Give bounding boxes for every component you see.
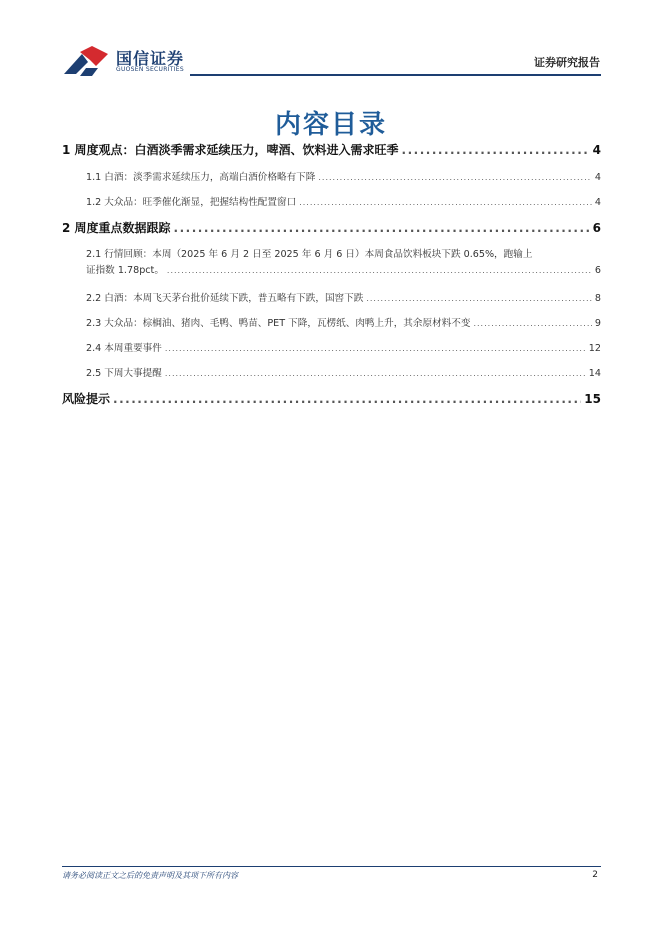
toc-entry-page: 6	[592, 221, 601, 235]
footer-disclaimer: 请务必阅读正文之后的免责声明及其项下所有内容	[62, 871, 238, 880]
toc-entry-page: 4	[594, 197, 601, 208]
toc-entry-label: 2.4 本周重要事件	[86, 343, 162, 354]
toc-entry-2-3[interactable]	[62, 315, 601, 329]
toc-title: 内容目录	[274, 110, 387, 140]
toc-leader-dots	[318, 173, 592, 182]
page-header	[0, 0, 662, 80]
toc-entry-2-5[interactable]	[62, 365, 601, 379]
table-of-contents	[62, 141, 601, 418]
toc-entry-label: 2.5 下周大事提醒	[86, 368, 162, 379]
toc-entry-1-1[interactable]	[62, 169, 601, 183]
toc-entry-page: 4	[592, 143, 601, 157]
toc-entry-1[interactable]	[62, 141, 601, 158]
page-number: 2	[592, 870, 598, 880]
toc-entry-page: 8	[594, 293, 601, 304]
toc-leader-dots	[402, 143, 590, 157]
toc-entry-page: 15	[584, 392, 601, 406]
toc-entry-label-line1: 2.1 行情回顾：本周（2025 年 6 月 2 日至 2025 年 6 月 6 日）本周食品饮料板块下跌 0.65%，跑输上	[86, 249, 533, 260]
toc-entry-risk[interactable]	[62, 390, 601, 407]
toc-entry-label-line2: 证指数 1.78pct。	[86, 265, 164, 276]
toc-entry-label: 风险提示	[62, 392, 111, 406]
toc-leader-dots	[165, 369, 586, 378]
toc-entry-page: 14	[588, 368, 601, 379]
toc-entry-page: 9	[594, 318, 601, 329]
toc-leader-dots	[473, 319, 591, 328]
toc-entry-1-2[interactable]	[62, 194, 601, 208]
toc-leader-dots	[113, 392, 581, 406]
toc-entry-label: 1.1 白酒：淡季需求延续压力，高端白酒价格略有下降	[86, 172, 316, 183]
toc-entry-2-2[interactable]	[62, 290, 601, 304]
logo-chinese-name: 国信证券	[116, 49, 185, 68]
toc-leader-dots	[174, 221, 590, 235]
logo-english-name: GUOSEN SECURITIES	[116, 66, 185, 73]
toc-entry-2-4[interactable]	[62, 340, 601, 354]
toc-entry-label: 2.2 白酒：本周飞天茅台批价延续下跌，普五略有下跌，国窖下跌	[86, 293, 364, 304]
report-type-label: 证券研究报告	[534, 56, 600, 69]
toc-entry-label: 2.3 大众品：棕榈油、猪肉、毛鸭、鸭苗、PET 下降，瓦楞纸、肉鸭上升，其余原材料不变	[86, 318, 471, 329]
header-divider	[190, 74, 601, 76]
toc-leader-dots	[366, 294, 592, 303]
toc-entry-page: 12	[588, 343, 601, 354]
toc-entry-page: 4	[594, 172, 601, 183]
toc-leader-dots	[165, 344, 586, 353]
toc-entry-2[interactable]	[62, 219, 601, 236]
toc-entry-page: 6	[594, 265, 601, 276]
footer-divider	[62, 866, 601, 867]
toc-entry-label: 1 周度观点：白酒淡季需求延续压力，啤酒、饮料进入需求旺季	[62, 143, 399, 157]
toc-entry-label: 2 周度重点数据跟踪	[62, 221, 171, 235]
toc-entry-label: 1.2 大众品：旺季催化渐显，把握结构性配置窗口	[86, 197, 297, 208]
guosen-logo-icon	[62, 44, 110, 78]
toc-leader-dots	[299, 198, 592, 207]
toc-entry-2-1[interactable]	[62, 247, 601, 279]
toc-leader-dots	[167, 263, 592, 279]
